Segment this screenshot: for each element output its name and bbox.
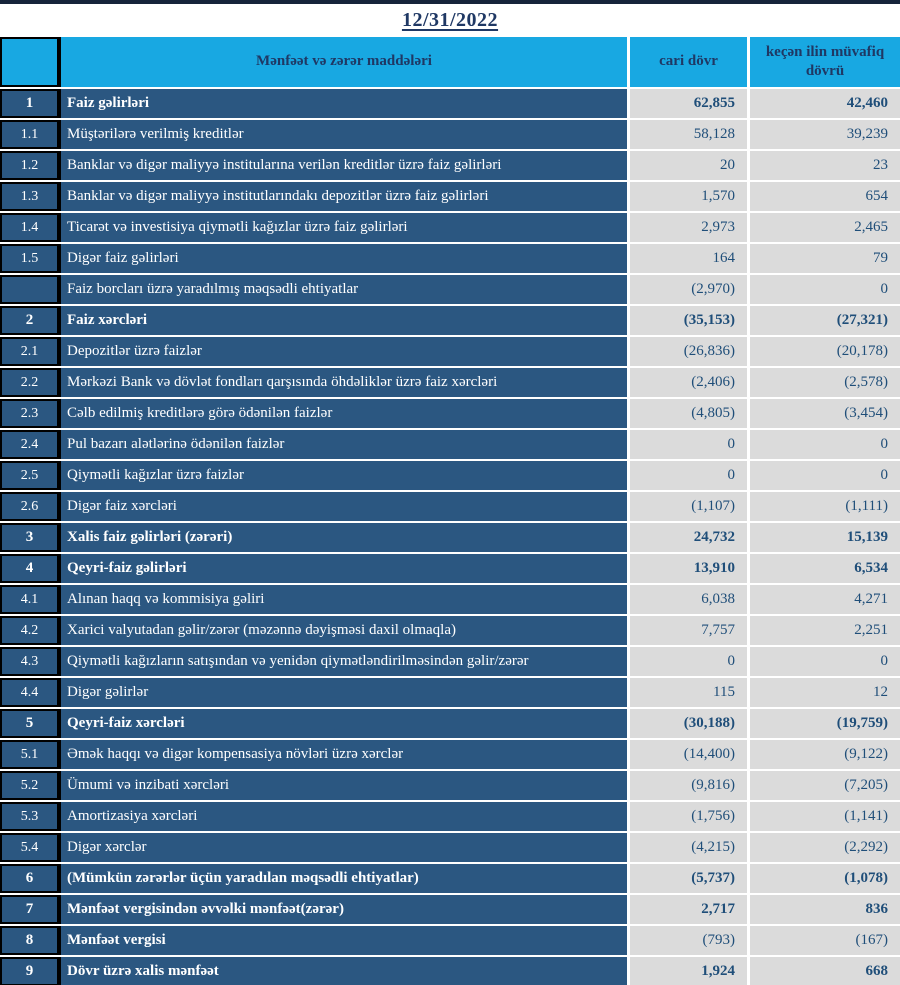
previous-period-cell: 6,534: [750, 554, 900, 583]
current-period-cell: 6,038: [630, 585, 747, 614]
table-row: [0, 740, 900, 769]
previous-period-cell: (1,078): [750, 864, 900, 893]
row-label-cell: Qiymətli kağızların satışından və yenidən qiymətləndirilməsindən gəlir/zərər: [61, 647, 627, 676]
row-number-cell: 1.1: [0, 120, 61, 149]
row-label-cell: Digər faiz xərcləri: [61, 492, 627, 521]
row-label-cell: (Mümkün zərərlər üçün yaradılan məqsədli ehtiyatlar): [61, 864, 627, 893]
table-row: [0, 957, 900, 985]
table-row: [0, 213, 900, 242]
row-label-cell: Qiymətli kağızlar üzrə faizlər: [61, 461, 627, 490]
current-period-cell: (1,756): [630, 802, 747, 831]
previous-period-cell: 79: [750, 244, 900, 273]
table-row: [0, 864, 900, 893]
previous-period-cell: (20,178): [750, 337, 900, 366]
row-number-cell: 1: [0, 89, 61, 118]
row-number-cell: 3: [0, 523, 61, 552]
row-number-cell: 1.3: [0, 182, 61, 211]
table-row: [0, 833, 900, 862]
row-number-cell: 8: [0, 926, 61, 955]
previous-period-cell: (1,111): [750, 492, 900, 521]
row-label-cell: Xarici valyutadan gəlir/zərər (məzənnə dəyişməsi daxil olmaqla): [61, 616, 627, 645]
table-row: [0, 585, 900, 614]
row-label-cell: Müştərilərə verilmiş kreditlər: [61, 120, 627, 149]
previous-period-cell: (1,141): [750, 802, 900, 831]
row-number-cell: 1.2: [0, 151, 61, 180]
current-period-cell: 13,910: [630, 554, 747, 583]
previous-period-cell: 4,271: [750, 585, 900, 614]
table-row: [0, 306, 900, 335]
table-row: [0, 399, 900, 428]
current-period-cell: 164: [630, 244, 747, 273]
row-number-header-cell: [0, 37, 61, 87]
table-row: [0, 492, 900, 521]
current-period-cell: (9,816): [630, 771, 747, 800]
row-label-cell: Alınan haqq və kommisiya gəliri: [61, 585, 627, 614]
row-number-cell: 2.2: [0, 368, 61, 397]
previous-period-cell: 668: [750, 957, 900, 985]
previous-period-cell: 23: [750, 151, 900, 180]
table-row: [0, 554, 900, 583]
table-body: [0, 89, 900, 985]
current-period-cell: (4,805): [630, 399, 747, 428]
row-label-cell: Faiz gəlirləri: [61, 89, 627, 118]
row-number-cell: 2: [0, 306, 61, 335]
row-label-cell: Xalis faiz gəlirləri (zərəri): [61, 523, 627, 552]
current-period-cell: (793): [630, 926, 747, 955]
previous-period-cell: (167): [750, 926, 900, 955]
row-label-cell: Depozitlər üzrə faizlər: [61, 337, 627, 366]
current-period-cell: 1,570: [630, 182, 747, 211]
row-label-cell: Mərkəzi Bank və dövlət fondları qarşısında öhdəliklər üzrə faiz xərcləri: [61, 368, 627, 397]
current-period-cell: 115: [630, 678, 747, 707]
current-period-cell: (2,970): [630, 275, 747, 304]
table-row: [0, 368, 900, 397]
table-header-row: [0, 37, 900, 87]
previous-period-cell: (2,578): [750, 368, 900, 397]
row-label-cell: Mənfəət vergisi: [61, 926, 627, 955]
table-row: [0, 182, 900, 211]
current-period-cell: (1,107): [630, 492, 747, 521]
previous-period-cell: (9,122): [750, 740, 900, 769]
table-row: [0, 151, 900, 180]
previous-period-cell: (7,205): [750, 771, 900, 800]
row-number-cell: 5.2: [0, 771, 61, 800]
current-period-cell: 7,757: [630, 616, 747, 645]
row-number-cell: 5.4: [0, 833, 61, 862]
current-period-cell: 2,973: [630, 213, 747, 242]
current-period-cell: (26,836): [630, 337, 747, 366]
row-label-cell: Banklar və digər maliyyə institularına verilən kreditlər üzrə faiz gəlirləri: [61, 151, 627, 180]
table-row: [0, 895, 900, 924]
table-row: [0, 89, 900, 118]
row-number-cell: 4.4: [0, 678, 61, 707]
previous-period-cell: 39,239: [750, 120, 900, 149]
previous-period-cell: 2,465: [750, 213, 900, 242]
pnl-table: [0, 37, 900, 985]
row-number-cell: 1.4: [0, 213, 61, 242]
current-period-cell: 58,128: [630, 120, 747, 149]
row-number-cell: 2.6: [0, 492, 61, 521]
current-period-cell: (4,215): [630, 833, 747, 862]
row-number-cell: 7: [0, 895, 61, 924]
previous-period-cell: (27,321): [750, 306, 900, 335]
row-label-cell: Cəlb edilmiş kreditlərə görə ödənilən faizlər: [61, 399, 627, 428]
row-label-cell: Amortizasiya xərcləri: [61, 802, 627, 831]
table-row: [0, 616, 900, 645]
table-row: [0, 430, 900, 459]
previous-period-cell: (2,292): [750, 833, 900, 862]
row-number-cell: 2.3: [0, 399, 61, 428]
current-period-cell: (5,737): [630, 864, 747, 893]
current-period-cell: (2,406): [630, 368, 747, 397]
previous-period-cell: 12: [750, 678, 900, 707]
previous-period-cell: 0: [750, 430, 900, 459]
table-row: [0, 678, 900, 707]
current-period-cell: 62,855: [630, 89, 747, 118]
col-header-current-period: cari dövr: [630, 37, 747, 87]
row-number-cell: 5.1: [0, 740, 61, 769]
row-number-cell: 2.1: [0, 337, 61, 366]
row-number-cell: 9: [0, 957, 61, 985]
previous-period-cell: 2,251: [750, 616, 900, 645]
current-period-cell: 2,717: [630, 895, 747, 924]
table-row: [0, 120, 900, 149]
col-header-items: Mənfəət və zərər maddələri: [61, 37, 627, 87]
previous-period-cell: 654: [750, 182, 900, 211]
row-label-cell: Dövr üzrə xalis mənfəət: [61, 957, 627, 985]
current-period-cell: (35,153): [630, 306, 747, 335]
row-label-cell: Əmək haqqı və digər kompensasiya növləri üzrə xərclər: [61, 740, 627, 769]
table-row: [0, 523, 900, 552]
row-number-cell: 2.5: [0, 461, 61, 490]
row-label-cell: Ticarət və investisiya qiymətli kağızlar üzrə faiz gəlirləri: [61, 213, 627, 242]
row-label-cell: Digər gəlirlər: [61, 678, 627, 707]
table-row: [0, 771, 900, 800]
table-row: [0, 709, 900, 738]
row-number-cell: 4.2: [0, 616, 61, 645]
row-label-cell: Qeyri-faiz xərcləri: [61, 709, 627, 738]
previous-period-cell: 15,139: [750, 523, 900, 552]
table-row: [0, 802, 900, 831]
row-number-cell: 2.4: [0, 430, 61, 459]
table-row: [0, 461, 900, 490]
current-period-cell: 0: [630, 430, 747, 459]
current-period-cell: (30,188): [630, 709, 747, 738]
row-label-cell: Pul bazarı alətlərinə ödənilən faizlər: [61, 430, 627, 459]
current-period-cell: 24,732: [630, 523, 747, 552]
current-period-cell: 0: [630, 647, 747, 676]
current-period-cell: 0: [630, 461, 747, 490]
row-number-cell: 5.3: [0, 802, 61, 831]
row-number-cell: 6: [0, 864, 61, 893]
row-label-cell: Faiz borcları üzrə yaradılmış məqsədli ehtiyatlar: [61, 275, 627, 304]
current-period-cell: (14,400): [630, 740, 747, 769]
row-number-cell: 4.1: [0, 585, 61, 614]
row-number-cell: [0, 275, 61, 304]
current-period-cell: 1,924: [630, 957, 747, 985]
row-number-cell: 4.3: [0, 647, 61, 676]
col-header-previous-period: keçən ilin müvafiq dövrü: [750, 37, 900, 87]
row-label-cell: Qeyri-faiz gəlirləri: [61, 554, 627, 583]
table-row: [0, 275, 900, 304]
table-row: [0, 244, 900, 273]
row-label-cell: Digər faiz gəlirləri: [61, 244, 627, 273]
previous-period-cell: 0: [750, 275, 900, 304]
row-label-cell: Faiz xərcləri: [61, 306, 627, 335]
row-number-cell: 4: [0, 554, 61, 583]
table-row: [0, 926, 900, 955]
table-row: [0, 337, 900, 366]
previous-period-cell: 42,460: [750, 89, 900, 118]
previous-period-cell: 0: [750, 647, 900, 676]
report-date: 12/31/2022: [401, 9, 499, 31]
previous-period-cell: (3,454): [750, 399, 900, 428]
row-label-cell: Ümumi və inzibati xərcləri: [61, 771, 627, 800]
top-divider-bar: [0, 0, 900, 4]
row-label-cell: Mənfəət vergisindən əvvəlki mənfəət(zərər): [61, 895, 627, 924]
table-row: [0, 647, 900, 676]
previous-period-cell: 836: [750, 895, 900, 924]
previous-period-cell: 0: [750, 461, 900, 490]
row-number-cell: 5: [0, 709, 61, 738]
row-label-cell: Banklar və digər maliyyə institutlarındakı depozitlər üzrə faiz gəlirləri: [61, 182, 627, 211]
row-label-cell: Digər xərclər: [61, 833, 627, 862]
row-number-cell: 1.5: [0, 244, 61, 273]
previous-period-cell: (19,759): [750, 709, 900, 738]
current-period-cell: 20: [630, 151, 747, 180]
